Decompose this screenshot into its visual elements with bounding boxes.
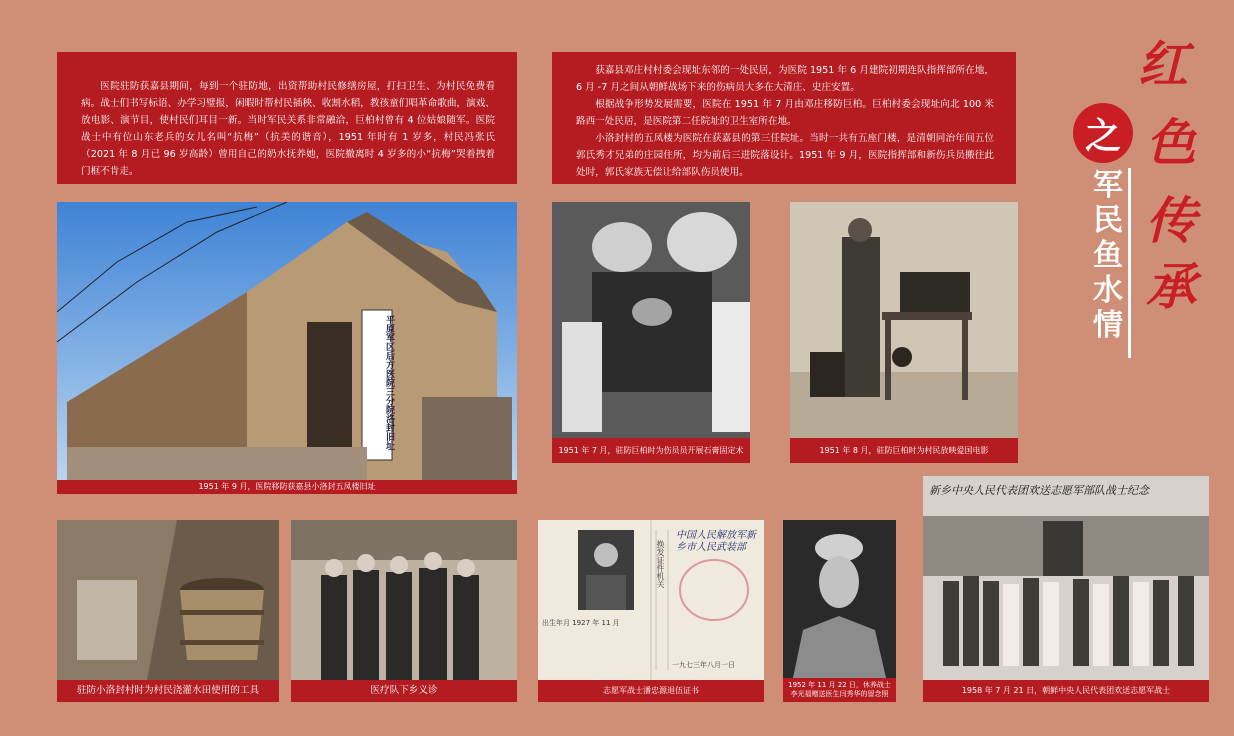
tools-caption: 驻防小洛封村时为村民浇灌水田使用的工具: [57, 680, 279, 702]
title-char-2: 色: [1146, 113, 1196, 172]
subtitle: [1088, 168, 1128, 343]
group-caption: 1958 年 7 月 21 日，朝鲜中央人民代表团欢送志愿军战士: [923, 680, 1209, 702]
subtitle-char-4: 水: [1093, 273, 1123, 308]
portrait-caption: [783, 678, 896, 702]
certificate-birth-line: 出生年月 1927 年 11 月: [542, 619, 620, 627]
subtitle-char-3: 鱼: [1093, 238, 1123, 273]
film-photo: [790, 202, 1018, 438]
left-text-panel: [57, 52, 517, 184]
tools-photo: [57, 520, 279, 680]
medical-caption: 医疗队下乡义诊: [291, 680, 517, 702]
building-caption: 1951 年 9 月，医院移防获嘉县小洛封五凤楼旧址: [57, 480, 517, 494]
group-banner-text: 新乡中央人民代表团欢送志愿军部队战士纪念: [929, 484, 1149, 497]
portrait-photo: [783, 520, 896, 678]
subtitle-char-5: 情: [1093, 308, 1123, 343]
certificate-photo: [538, 520, 764, 680]
certificate-side-label: 换发证件机关: [656, 540, 665, 588]
right-paragraph-2: 根据战争形势发展需要，医院在 1951 年 7 月由邓庄移防巨柏。巨柏村委会现址向北 100 米路西一处民居，是医院第二任院址的卫生室所在地。: [576, 99, 994, 127]
cast-caption: 1951 年 7 月，驻防巨柏时为伤员员开展石膏固定术: [552, 438, 750, 463]
title-char-3: 传: [1146, 191, 1196, 250]
portrait-caption-line-1: 1952 年 11 月 22 日，休养战士: [788, 681, 891, 690]
left-paragraph: 医院驻防获嘉县期间，每到一个驻防地，出资帮助村民修缮房屋，打扫卫生、为村民免费看病。战士们书写标语、办学习璧报，闲暇时帮村民插秧、收割水稻，教孩童们唱革命歌曲，演戏、放电影、演节目，使村民们耳目一新。当时军民关系非常融洽，巨柏村曾有 4 位姑娘随军。医院战士中有位山东老兵的女儿名叫“抗梅”（抗美的谐音），1951 年时有 1 岁多，村民冯张氏（2021 年 8 月已 96 岁高龄）曾用自己的奶水抚养她，医院撤离时 4 岁多的小“抗梅”哭着拽着门框不肯走。: [81, 81, 495, 177]
right-paragraph-3: 小洛封村的五凤楼为医院在获嘉县的第三任院址。当时一共有五座门楼，是清朝同治年间五位郭氏秀才兄弟的庄园住所，均为前后三进院落设计。1951 年 9 月，医院指挥部和新伤兵员搬往此处时，郭氏家族无偿让给部队伤员使用。: [576, 133, 994, 178]
right-paragraph-1: 获嘉县邓庄村村委会现址东邻的一处民居，为医院 1951 年 6 月建院初期连队指挥部所在地，6 月 -7 月之间从朝鲜战场下来的伤病员大多在大清庄、史庄安置。: [576, 65, 994, 93]
group-photo: [923, 476, 1209, 680]
medical-photo: [291, 520, 517, 680]
title-connector-circle: 之: [1073, 103, 1133, 163]
subtitle-char-2: 民: [1093, 203, 1123, 238]
title-char-1: 红: [1138, 35, 1188, 94]
certificate-date-line: 一九七三年八月一日: [672, 661, 735, 669]
title-char-4: 承: [1146, 257, 1196, 316]
certificate-caption: 志愿军战士潘忠源退伍证书: [538, 680, 764, 702]
certificate-stamp-text: 中国人民解放军新乡市人民武装部: [676, 530, 756, 553]
right-text-panel: [552, 52, 1016, 184]
film-caption: 1951 年 8 月，驻防巨柏时为村民放映爱国电影: [790, 438, 1018, 463]
title-divider-line: [1128, 168, 1131, 358]
cast-photo: [552, 202, 750, 438]
portrait-caption-line-2: 李光福赠送医生闫秀华的留念照: [790, 690, 889, 698]
subtitle-char-1: 军: [1093, 168, 1123, 203]
building-sign-text: 平原军区后方医院三分院洛封旧址: [384, 314, 394, 450]
building-photo: [57, 202, 517, 480]
